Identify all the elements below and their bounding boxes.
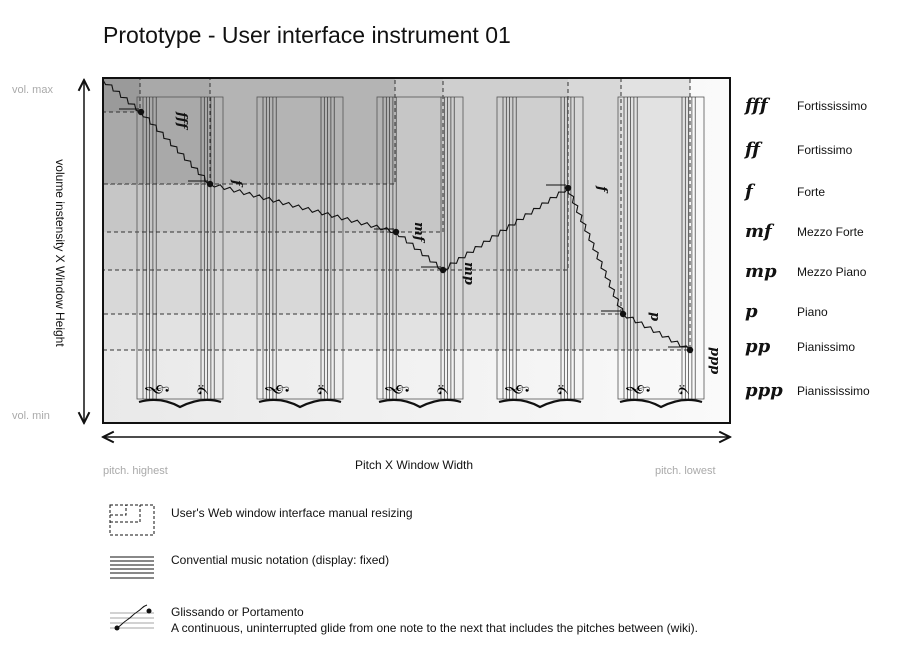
dynamic-mf-row [745, 221, 895, 247]
treble-clef-icon: 𝄞 [504, 384, 528, 396]
dynamic-f-name: Forte [797, 185, 826, 199]
note-point [393, 229, 399, 235]
dynamic-mf-name: Mezzo Forte [797, 225, 864, 239]
glissando-icon [110, 605, 154, 631]
note-point [207, 181, 213, 187]
dynamic-mp-name: Mezzo Piano [797, 265, 867, 279]
dynamic-f-symbol: f [745, 181, 753, 202]
dynamic-fff-name: Fortississimo [797, 99, 868, 113]
note-point [565, 185, 571, 191]
dynamic-p-name: Piano [797, 305, 828, 319]
dynamic-mp-row [745, 261, 895, 287]
dynamic-ppp-name: Pianississimo [797, 384, 870, 398]
note-point [687, 347, 693, 353]
dynamic-p-row [745, 301, 895, 327]
staff-lines-icon [110, 557, 154, 578]
legend-resizing-text: User's Web window interface manual resizing [171, 506, 413, 520]
legend-glissando-subtext: A continuous, uninterrupted glide from one note to the next that includes the pitches between (wiki). [171, 621, 698, 635]
dynamic-ff-row [745, 139, 895, 165]
legend-glissando-text: Glissando or Portamento [171, 605, 304, 619]
glide-mark-p: p [647, 312, 662, 322]
dynamic-mf-symbol: mf [745, 221, 772, 242]
pitch-highest-label: pitch. highest [103, 465, 168, 477]
vol-min-label: vol. min [12, 410, 50, 422]
glide-mark-f-1: f [229, 180, 244, 186]
x-axis-title: Pitch X Window Width [355, 458, 474, 472]
glide-mark-mf: mf [411, 222, 426, 242]
dynamic-ff-name: Fortissimo [797, 143, 853, 157]
dynamic-pp-name: Pianissimo [797, 340, 856, 354]
dynamic-p-symbol: p [745, 301, 758, 322]
dashed-window-icon [110, 505, 154, 535]
dynamic-ppp-symbol: ppp [745, 380, 783, 401]
dynamic-ff-symbol: ff [745, 139, 760, 160]
dynamic-mp-symbol: mp [745, 261, 777, 282]
treble-clef-icon: 𝄞 [384, 384, 408, 396]
page-title: Prototype - User interface instrument 01 [103, 22, 511, 48]
bass-clef-icon: 𝄢 [676, 384, 697, 396]
pitch-lowest-label: pitch. lowest [655, 465, 716, 477]
glide-mark-mp: mp [461, 262, 476, 285]
dynamic-ppp-row [745, 380, 895, 406]
dynamic-pp-row [745, 336, 895, 362]
y-axis-title: volume instensity X Window Height [53, 159, 67, 347]
note-point [620, 311, 626, 317]
note-point [138, 109, 144, 115]
glide-mark-fff: fff [174, 112, 189, 129]
legend-notation-text: Convential music notation (display: fixed) [171, 553, 390, 567]
glide-mark-f-2: f [594, 186, 609, 192]
treble-clef-icon: 𝄞 [144, 384, 168, 396]
dynamic-pp-symbol: pp [745, 336, 771, 357]
bass-clef-icon: 𝄢 [435, 384, 456, 396]
dynamic-fff-row [745, 95, 895, 121]
bass-clef-icon: 𝄢 [315, 384, 336, 396]
dynamic-fff-symbol: fff [745, 95, 768, 116]
dynamic-f-row [745, 181, 895, 207]
note-point [440, 267, 446, 273]
vol-max-label: vol. max [12, 84, 53, 96]
glide-mark-ppp: ppp [707, 347, 722, 375]
bass-clef-icon: 𝄢 [555, 384, 576, 396]
treble-clef-icon: 𝄞 [264, 384, 288, 396]
bass-clef-icon: 𝄢 [195, 384, 216, 396]
treble-clef-icon: 𝄞 [625, 384, 649, 396]
